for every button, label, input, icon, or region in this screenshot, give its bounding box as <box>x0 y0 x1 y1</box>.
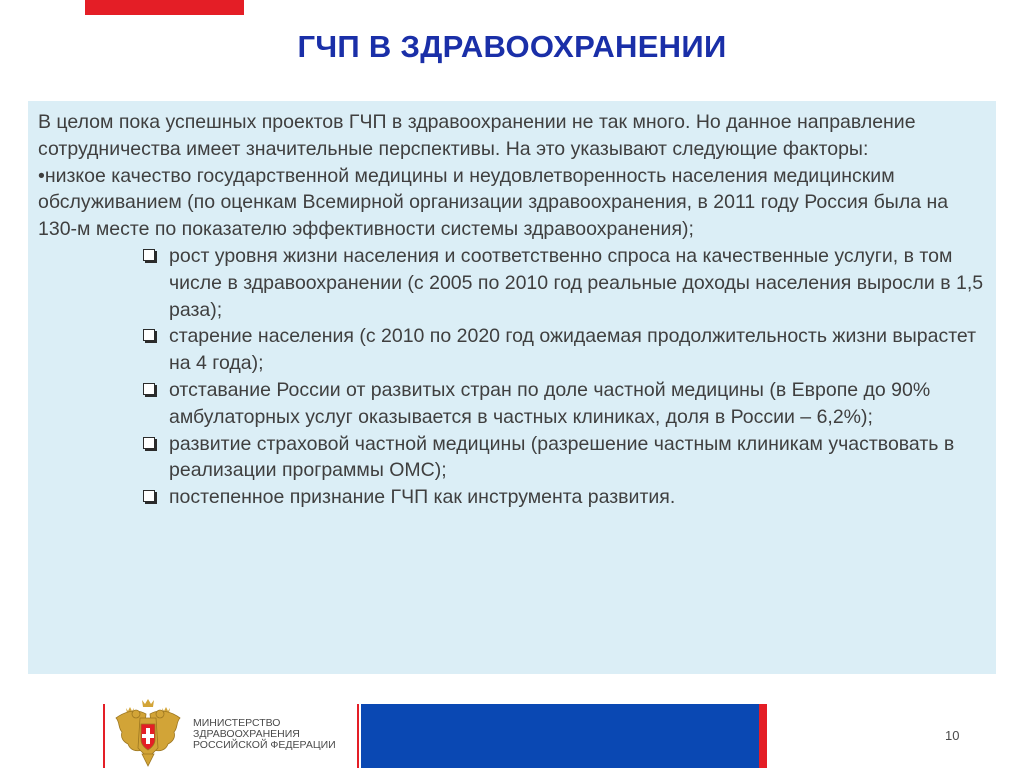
checkbox-bullet-icon <box>143 329 155 341</box>
footer-blue-block <box>361 704 759 768</box>
top-red-bar <box>85 0 244 15</box>
checkbox-bullet-icon <box>143 437 155 449</box>
list-item-text: рост уровня жизни населения и соответственно спроса на качественные услуги, в том числе в здравоохранении (с 2005 по 2010 год реальные доходы населения выросли в 1,5 раза); <box>169 244 984 321</box>
list-item-text: развитие страховой частной медицины (разрешение частным клиникам участвовать в реализации программы ОМС); <box>169 432 955 482</box>
checkbox-bullet-icon <box>143 490 155 502</box>
slide-title: ГЧП В ЗДРАВООХРАНЕНИИ <box>297 29 727 64</box>
list-item <box>141 484 986 511</box>
footer-red-block <box>759 704 767 768</box>
intro-paragraph: В целом пока успешных проектов ГЧП в здравоохранении не так много. Но данное направление сотрудничества имеет значительные перспективы. На это указывают следующие факторы: <box>38 111 916 160</box>
ministry-line-1: МИНИСТЕРСТВО <box>193 717 281 729</box>
first-factor: •низкое качество государственной медицины и неудовлетворенность населения медицинским обслуживанием (по оценкам Всемирной организации здравоохранения, в 2011 году Россия была на 130-м месте по показателю эффективности системы здравоохранения); <box>38 164 949 241</box>
list-item <box>141 243 986 323</box>
page-number: 10 <box>945 728 960 743</box>
ministry-line-2: ЗДРАВООХРАНЕНИЯ <box>193 728 300 740</box>
list-item <box>141 323 986 377</box>
ministry-line-3: РОССИЙСКОЙ ФЕДЕРАЦИИ <box>193 739 336 751</box>
content-box <box>28 101 996 674</box>
list-item-text: отставание России от развитых стран по доле частной медицины (в Европе до 90% амбулаторных услуг оказывается в частных клиниках, доля в России – 6,2%); <box>169 378 931 428</box>
list-item-text: старение населения (с 2010 по 2020 год ожидаемая продолжительность жизни вырастет на 4 года); <box>169 325 977 375</box>
ministry-emblem-icon <box>112 696 184 768</box>
checkbox-bullet-icon <box>143 383 155 395</box>
footer-left-divider <box>103 704 105 768</box>
ministry-name <box>193 718 336 751</box>
footer-mid-divider <box>357 704 359 768</box>
list-item <box>141 431 986 485</box>
list-item <box>141 377 986 431</box>
list-item-text: постепенное признание ГЧП как инструмента развития. <box>169 486 676 509</box>
checkbox-bullet-icon <box>143 249 155 261</box>
factor-list <box>38 243 986 511</box>
